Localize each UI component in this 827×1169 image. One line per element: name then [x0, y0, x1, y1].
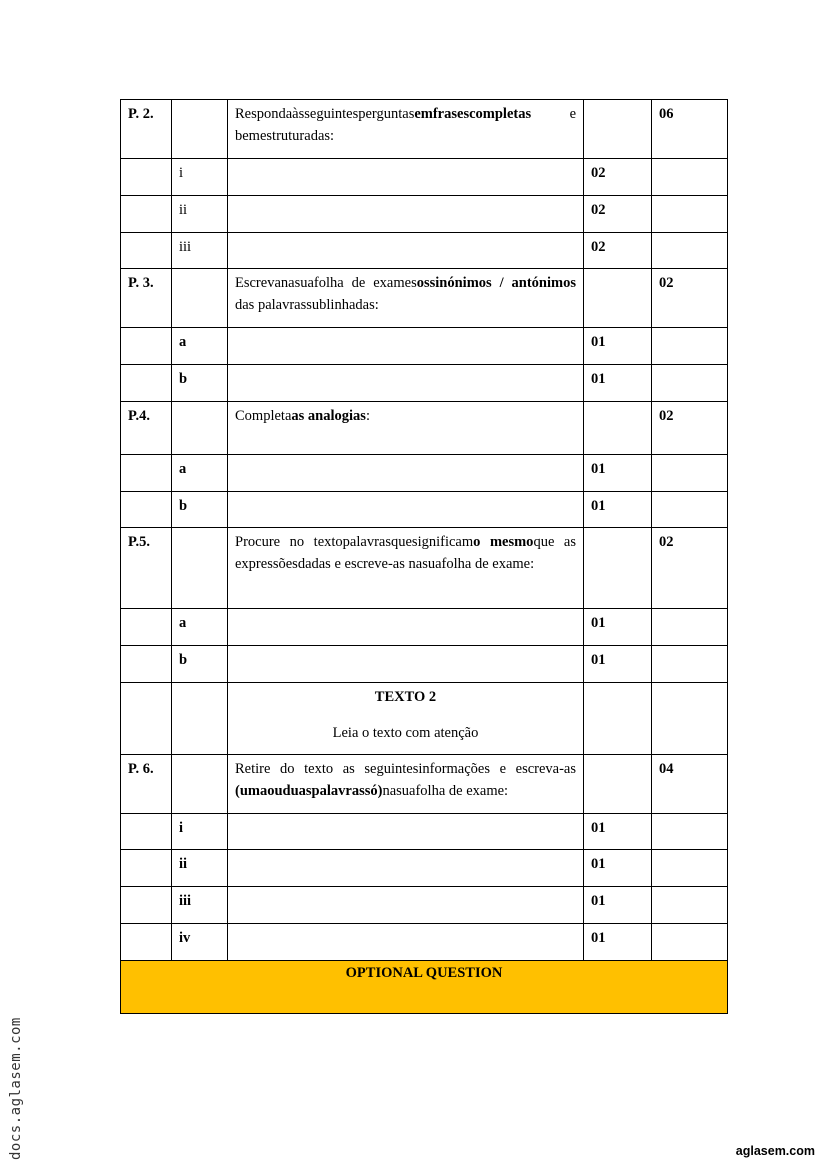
sub-label: i [172, 814, 228, 850]
question-text: Retire do texto as seguintesinformações e escreva-as (umaouduaspalavrassó)nasuafolha de exame: [228, 755, 584, 814]
table-row [121, 328, 728, 365]
item-mark: 01 [584, 850, 652, 887]
question-number: P. 2. [121, 100, 172, 159]
sub-label: b [172, 646, 228, 683]
sub-label: iv [172, 924, 228, 961]
total-mark: 02 [652, 402, 728, 455]
question-row-p5 [121, 528, 728, 609]
sub-label: a [172, 455, 228, 492]
table-row [121, 850, 728, 887]
question-row-p3 [121, 269, 728, 328]
total-mark: 02 [652, 528, 728, 609]
question-number: P.4. [121, 402, 172, 455]
item-mark: 02 [584, 196, 652, 233]
item-mark: 01 [584, 492, 652, 528]
sub-label: i [172, 159, 228, 196]
question-number: P.5. [121, 528, 172, 609]
table-row [121, 609, 728, 646]
watermark-docs-aglasem: docs.aglasem.com [8, 1017, 24, 1160]
texto-cell [228, 683, 584, 755]
question-text: Escrevanasuafolha de examesossinónimos / antónimos das palavrassublinhadas: [228, 269, 584, 328]
sub-label: a [172, 328, 228, 365]
sub-label: b [172, 365, 228, 402]
sub-label: b [172, 492, 228, 528]
item-mark: 01 [584, 455, 652, 492]
question-text: Respondaàsseguintesperguntasemfrasescompletas e bemestruturadas: [228, 100, 584, 159]
texto-subtitle: Leia o texto com atenção [332, 725, 479, 741]
item-mark: 02 [584, 233, 652, 269]
texto-title: TEXTO 2 [374, 689, 437, 705]
item-mark: 01 [584, 328, 652, 365]
optional-row [121, 961, 728, 1014]
item-mark: 01 [584, 814, 652, 850]
table-row [121, 924, 728, 961]
watermark-aglasem: aglasem.com [735, 1144, 815, 1158]
table-row [121, 455, 728, 492]
question-text: Completaas analogias: [228, 402, 584, 455]
item-mark: 01 [584, 887, 652, 924]
table-row [121, 646, 728, 683]
question-number: P. 3. [121, 269, 172, 328]
sub-label: iii [172, 233, 228, 269]
table-row [121, 492, 728, 528]
table-row [121, 233, 728, 269]
sub-cell [172, 100, 228, 159]
item-mark: 01 [584, 924, 652, 961]
table-row [121, 365, 728, 402]
item-mark: 01 [584, 646, 652, 683]
table-row [121, 887, 728, 924]
optional-question-banner: OPTIONAL QUESTION [121, 961, 728, 1014]
total-mark: 04 [652, 755, 728, 814]
sub-label: iii [172, 887, 228, 924]
table-row [121, 814, 728, 850]
question-row-p6 [121, 755, 728, 814]
table-row [121, 159, 728, 196]
total-mark: 06 [652, 100, 728, 159]
sub-label: a [172, 609, 228, 646]
question-number: P. 6. [121, 755, 172, 814]
question-text: Procure no textopalavrasquesignificamo mesmoque as expressõesdadas e escreve-as nasuafolha de exame: [228, 528, 584, 609]
total-mark: 02 [652, 269, 728, 328]
sub-label: ii [172, 850, 228, 887]
item-mark: 01 [584, 609, 652, 646]
item-mark: 02 [584, 159, 652, 196]
texto-row [121, 683, 728, 755]
sub-label: ii [172, 196, 228, 233]
mark-cell [584, 100, 652, 159]
item-mark: 01 [584, 365, 652, 402]
question-row-p4 [121, 402, 728, 455]
exam-table [120, 99, 728, 1014]
question-row-p2 [121, 100, 728, 159]
table-row [121, 196, 728, 233]
